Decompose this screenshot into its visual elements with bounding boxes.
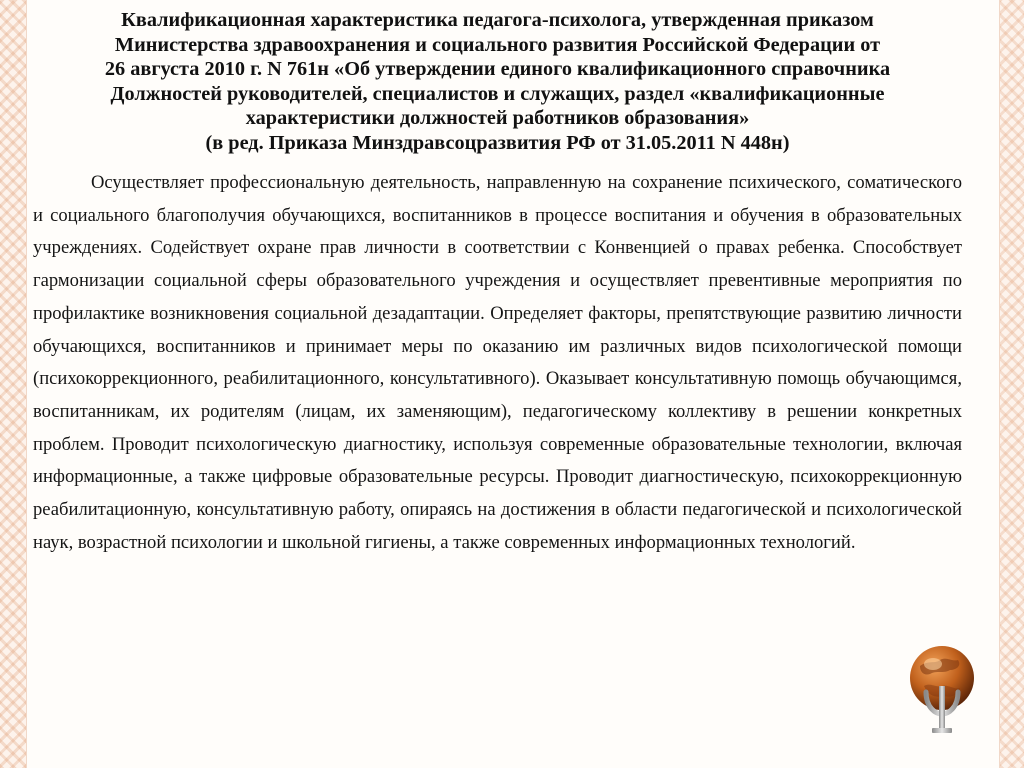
title-line: Должностей руководителей, специалистов и служащих, раздел «квалификационные (110, 82, 885, 105)
title-line-amendment: (в ред. Приказа Минздравсоцразвития РФ от 31.05.2011 N 448н) (205, 131, 790, 154)
slide-title (33, 8, 962, 155)
left-decorative-border (0, 0, 27, 768)
title-line: Министерства здравоохранения и социального развития Российской Федерации от (114, 33, 881, 56)
psi-stem (939, 686, 945, 730)
title-line: 26 августа 2010 г. N 761н «Об утверждении единого квалификационного справочника (104, 58, 891, 80)
slide-content (33, 8, 962, 559)
body-paragraph-text: Осуществляет профессиональную деятельность, направленную на сохранение психического, соматического и социального благополучия обучающихся, воспитанников в процессе воспитания и обучения в образовательных учреждениях. Содействует охране прав личности в соответствии с Конвенцией о правах ребенка. Способствует гармонизации социальной сферы образовательного учреждения и осуществляет превентивные мероприятия по профилактике возникновения социальной дезадаптации. Определяет факторы, препятствующие развитию личности обучающихся, воспитанников и принимает меры по оказанию им различных видов психологической помощи (психокоррекционного, реабилитационного, консультативного). Оказывает консультативную помощь обучающимся, воспитанникам, их родителям (лицам, их заменяющим), педагогическому коллективу в решении конкретных проблем. Проводит психологическую диагностику, используя современные образовательные технологии, включая информационные, а также цифровые образовательные ресурсы. Проводит диагностическую, психокоррекционную реабилитационную, консультативную работу, опираясь на достижения в области педагогической и психологической наук, возрастной психологии и школьной гигиены, а также современных информационных технологий. (33, 172, 962, 553)
globe-highlight (924, 658, 942, 670)
body-paragraph (33, 167, 962, 559)
title-line: характеристики должностей работников образования» (245, 107, 750, 129)
psi-globe-icon (906, 640, 978, 740)
psi-base (932, 728, 952, 733)
right-decorative-border (999, 0, 1024, 768)
title-line: Квалификационная характеристика педагога-психолога, утвержденная приказом (121, 9, 874, 31)
psi-globe-graphic (906, 640, 978, 740)
